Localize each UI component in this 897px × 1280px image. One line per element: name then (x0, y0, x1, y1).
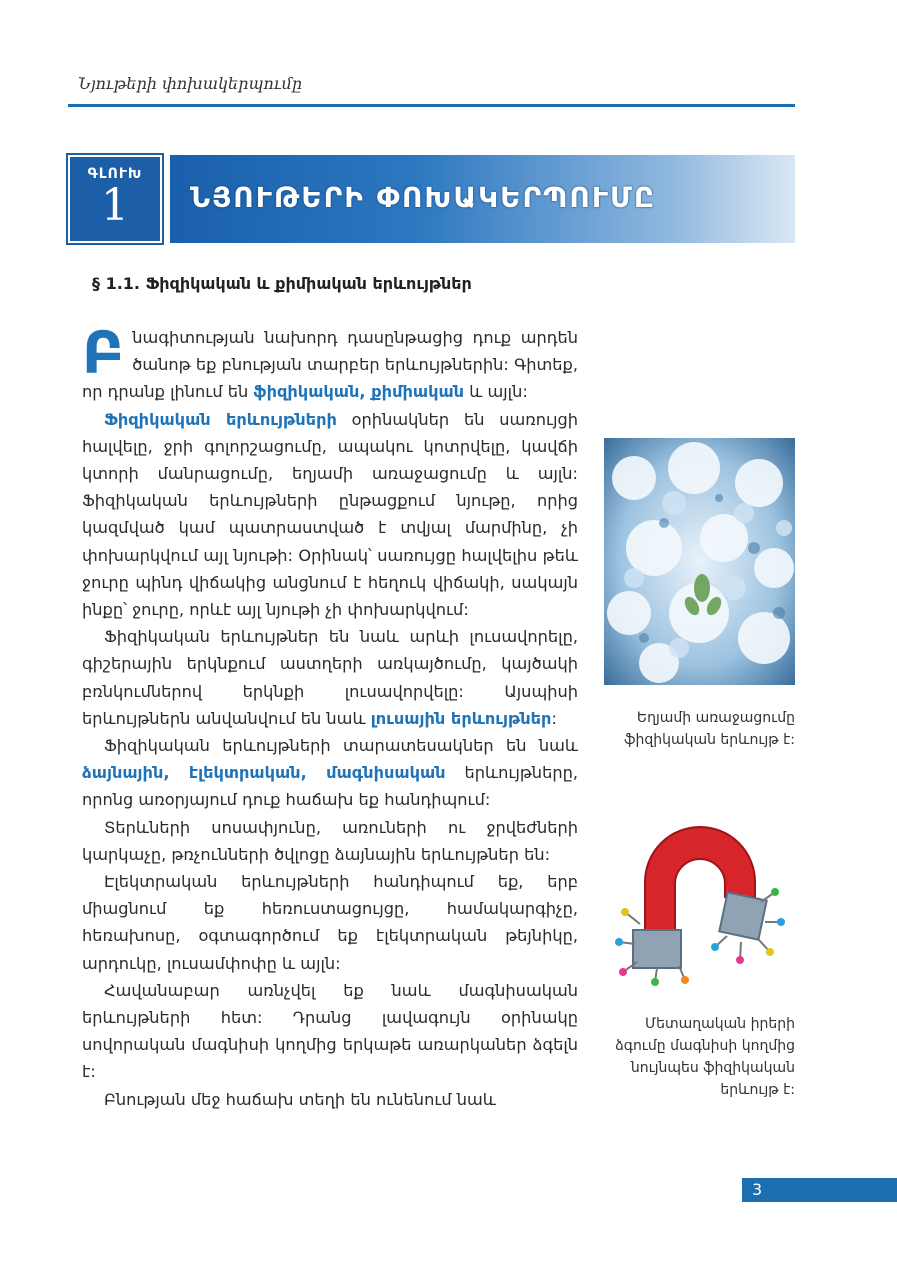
paragraph-3 (82, 623, 578, 732)
page-number-bar (742, 1178, 897, 1202)
frost-caption: Եղյամի առաջացումը ֆիզիկական երևույթ է: (624, 710, 795, 748)
highlight-term: Ֆիզիկական երևույթների (104, 409, 337, 429)
chapter-number: 1 (101, 180, 129, 231)
paragraph-1 (82, 319, 578, 406)
paragraph-7: Հավանաբար առնչվել եք նաև մագնիսական երևույթների հետ: Դրանց լավագույն օրինակը սովորական մագնիսի կողմից երկաթե առարկաներ ձգելն է: (82, 980, 578, 1082)
body-text (82, 319, 578, 1113)
magnet-figure (605, 812, 795, 992)
running-header: Նյութերի փոխակերպումը (78, 74, 303, 93)
header-rule (68, 104, 795, 107)
chapter-number-box (68, 155, 162, 243)
paragraph-6: Էլեկտրական երևույթների հանդիպում եք, երբ միացնում եք հեռուստացույցը, համակարգիչը, հեռախոսը, օգտագործում եք էլեկտրական թեյնիկը, արդուկը, լուսամփոփը և այլն: (82, 872, 578, 973)
highlight-term: ֆիզիկական, քիմիական (253, 382, 465, 402)
highlight-term: լուսային երևույթներ (370, 708, 552, 728)
paragraph-text: երևույթները, որոնց առօրյայում դուք հաճախ եք հանդիպում: (82, 763, 578, 810)
chapter-title: ՆՅՈՒԹԵՐԻ ՓՈԽԱԿԵՐՊՈՒՄԸ (190, 181, 657, 214)
chapter-banner (170, 155, 795, 243)
paragraph-text: օրինակներ են սառույցի հալվելը, ջրի գոլորշացումը, ապակու կոտրվելը, կավճի կտորի մանրացումը, եղյամի առաջացումը և այլն: Ֆիզիկական երևույթների ընթացքում նյութը, որից կազմված կամ պատրաստված է տվյալ մարմինը, չի փոխարկվում այլ նյութի: Օրինակ՝ սառույցը հալվելիս թեև ջուրը պինդ վիճակից անցնում է հեղուկ վիճակի, սակայն ինքը՝ ջուրը, որևէ այլ նյութի չի փոխարկվում: (82, 409, 578, 620)
drop-cap: Բ (82, 319, 125, 387)
magnet-caption: Մետաղական իրերի ձգումը մագնիսի կողմից նույնպես ֆիզիկական երևույթ է: (615, 1016, 795, 1098)
page-number: 3 (752, 1180, 763, 1199)
paragraph-4 (82, 732, 578, 814)
chapter-word: ԳԼՈՒԽ (87, 166, 143, 182)
paragraph-text: նագիտության նախորդ դասընթացից դուք արդեն ծանոթ եք բնության տարբեր երևույթներին: Գիտեք, որ դրանք լինում են (82, 328, 578, 402)
paragraph-5: Տերևների սոսափյունը, առուների ու ջրվեժների կարկաչը, թռչունների ծվլոցը ձայնային երևույթներ են: (82, 817, 578, 864)
paragraph-text: և այլն: (464, 382, 528, 402)
paragraph-text: Ֆիզիկական երևույթների տարատեսակներ են նաև (104, 736, 578, 756)
paragraph-8: Բնության մեջ հաճախ տեղի են ունենում նաև (104, 1089, 496, 1109)
paragraph-2 (82, 406, 578, 624)
frost-photo (604, 438, 795, 685)
highlight-term: ձայնային, էլեկտրական, մագնիսական (82, 763, 446, 783)
paragraph-text: : (551, 708, 557, 728)
section-heading: § 1.1. Ֆիզիկական և քիմիական երևույթներ (92, 274, 472, 293)
paragraph-text: Ֆիզիկական երևույթներ են նաև արևի լուսավորելը, գիշերային երկնքում աստղերի առկայծումը, կայծակի բռնկումներով երկնքի լուսավորվելը: Այսպիսի երևույթներն անվանվում են նաև (82, 627, 578, 728)
